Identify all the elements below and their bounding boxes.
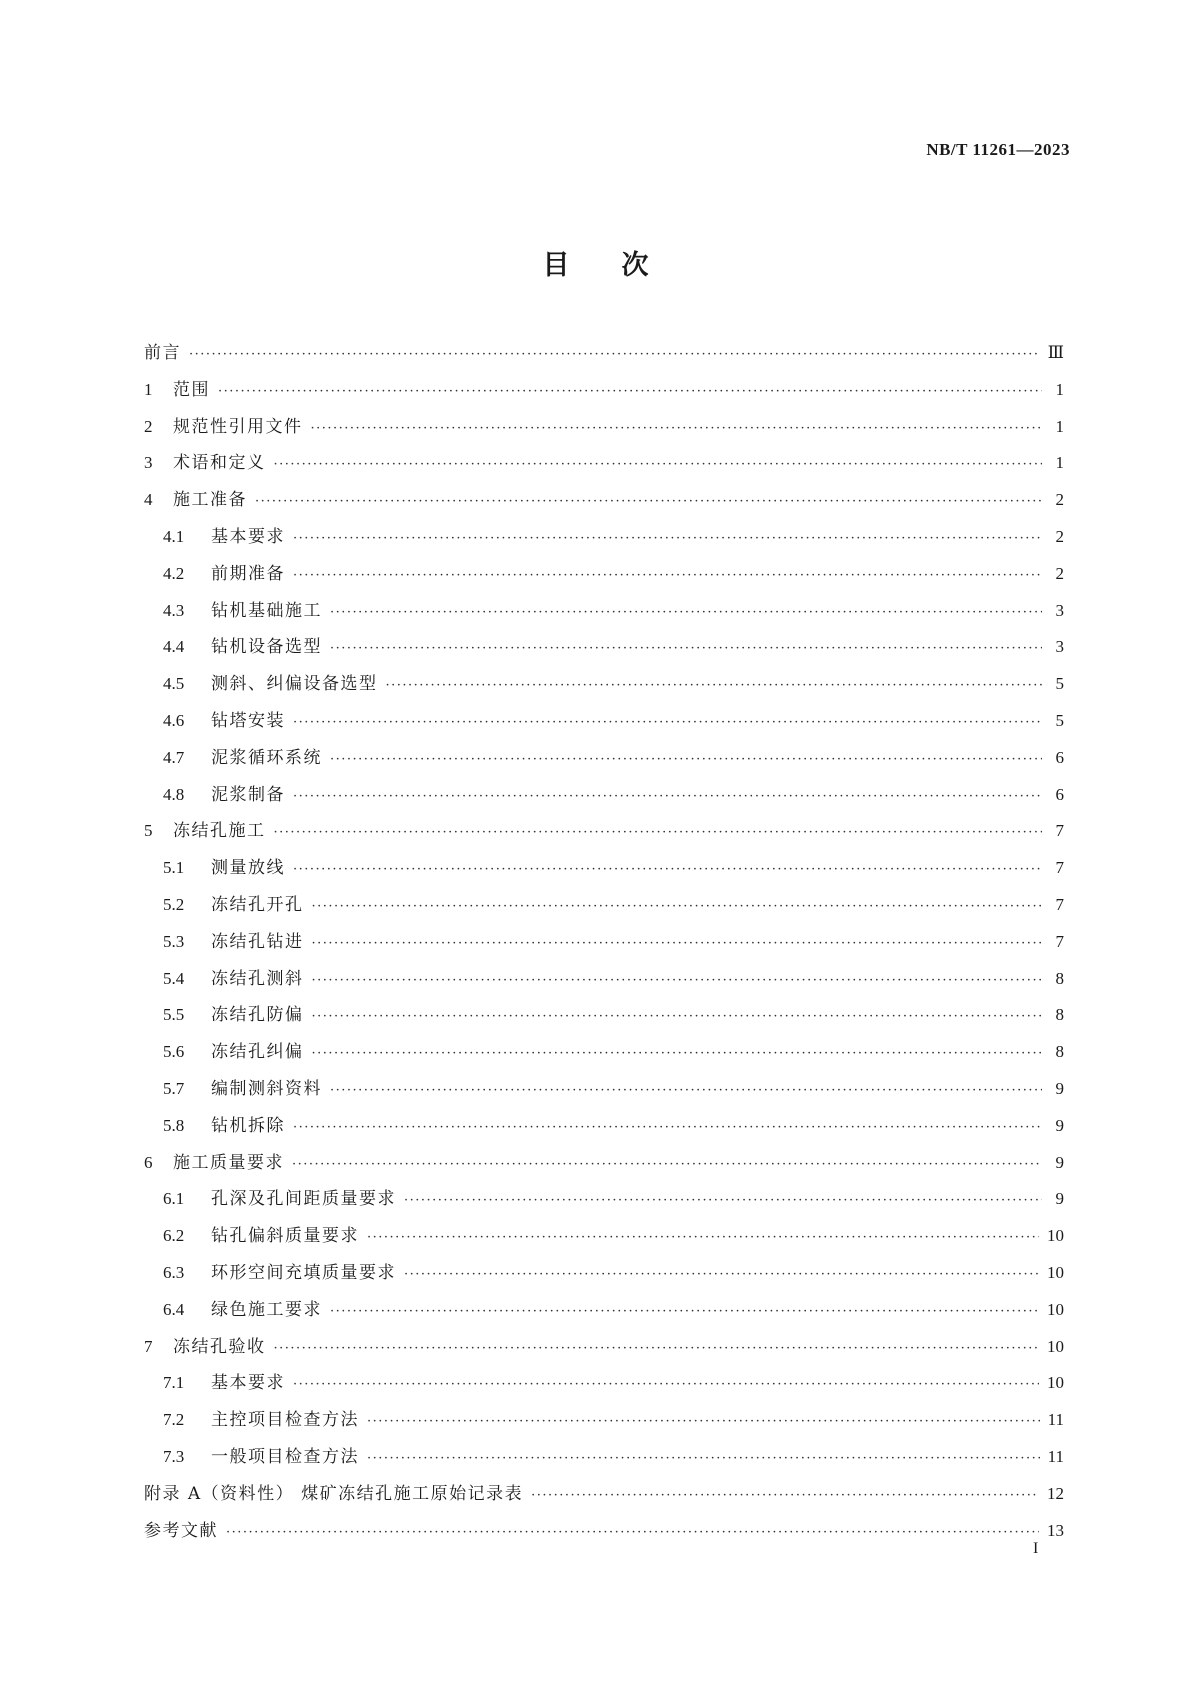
toc-entry-page: 5 xyxy=(1055,710,1064,730)
toc-entry[interactable] xyxy=(144,780,1064,817)
toc-leader-dots xyxy=(330,1083,1042,1098)
toc-entry-label: 编制测斜资料 xyxy=(211,1078,322,1099)
toc-entry-page: 7 xyxy=(1055,931,1064,951)
toc-entry[interactable] xyxy=(144,890,1064,927)
toc-entry-label: 参考文献 xyxy=(144,1520,218,1541)
toc-entry-label: 孔深及孔间距质量要求 xyxy=(211,1189,396,1210)
toc-leader-dots xyxy=(218,384,1042,399)
toc-entry-page: 12 xyxy=(1047,1483,1064,1503)
toc-leader-dots xyxy=(274,825,1043,840)
toc-entry[interactable] xyxy=(144,853,1064,890)
toc-entry[interactable] xyxy=(144,412,1064,449)
toc-entry[interactable] xyxy=(144,1221,1064,1258)
toc-leader-dots xyxy=(330,641,1042,656)
toc-entry-number: 4.8 xyxy=(163,784,185,804)
toc-entry-number: 4.2 xyxy=(163,563,185,583)
toc-entry[interactable] xyxy=(144,927,1064,964)
toc-entry-label: 前言 xyxy=(144,343,181,363)
toc-entry-label: 规范性引用文件 xyxy=(173,416,303,437)
toc-entry[interactable] xyxy=(144,1037,1064,1074)
toc-entry[interactable] xyxy=(144,743,1064,780)
toc-entry-label: 冻结孔钻进 xyxy=(211,931,304,952)
toc-entry-label: 冻结孔防偏 xyxy=(211,1005,304,1026)
toc-entry[interactable] xyxy=(144,375,1064,412)
toc-entry-number: 4.6 xyxy=(163,710,185,730)
toc-entry-page: 9 xyxy=(1055,1152,1064,1172)
toc-entry-number: 5.1 xyxy=(163,858,185,878)
toc-entry-label: 钻机基础施工 xyxy=(211,600,322,621)
toc-entry-label: 冻结孔测斜 xyxy=(211,968,304,989)
toc-entry-label: 绿色施工要求 xyxy=(211,1299,322,1320)
toc-leader-dots xyxy=(531,1488,1039,1503)
toc-entry[interactable] xyxy=(144,1184,1064,1221)
toc-entry-label: 主控项目检查方法 xyxy=(211,1410,359,1431)
toc-leader-dots xyxy=(274,1341,1040,1356)
toc-leader-dots xyxy=(312,936,1043,951)
toc-entry-label: 术语和定义 xyxy=(173,453,266,474)
toc-entry-label: 冻结孔验收 xyxy=(173,1336,266,1357)
standard-code: NB/T 11261—2023 xyxy=(926,140,1070,159)
toc-entry-number: 6.1 xyxy=(163,1189,185,1209)
toc-entry-number: 4.7 xyxy=(163,747,185,767)
toc-entry-number: 5.4 xyxy=(163,968,185,988)
toc-entry-number: 7.1 xyxy=(163,1373,185,1393)
toc-entry[interactable] xyxy=(144,1368,1064,1405)
toc-entry[interactable] xyxy=(144,338,1064,375)
toc-entry-number: 6.3 xyxy=(163,1262,185,1282)
toc-entry-number: 5.8 xyxy=(163,1115,185,1135)
toc-leader-dots xyxy=(292,1157,1042,1172)
toc-leader-dots xyxy=(274,457,1043,472)
toc-entry-number: 7 xyxy=(144,1336,153,1356)
toc-entry[interactable] xyxy=(144,1258,1064,1295)
toc-leader-dots xyxy=(293,715,1042,730)
toc-entry-number: 4.5 xyxy=(163,674,185,694)
toc-entry-page: 13 xyxy=(1047,1520,1064,1540)
toc-entry[interactable] xyxy=(144,1332,1064,1369)
toc-entry[interactable] xyxy=(144,522,1064,559)
toc-entry-label: 测量放线 xyxy=(211,858,285,879)
toc-entry-label: 泥浆循环系统 xyxy=(211,747,322,768)
toc-entry-label: 冻结孔开孔 xyxy=(211,894,304,915)
toc-entry-number: 5.7 xyxy=(163,1078,185,1098)
toc-entry[interactable] xyxy=(144,1074,1064,1111)
toc-entry-number: 4.4 xyxy=(163,637,185,657)
toc-entry-number: 5 xyxy=(144,821,153,841)
toc-entry[interactable] xyxy=(144,1516,1064,1553)
toc-entry-label: 冻结孔纠偏 xyxy=(211,1042,304,1063)
toc-entry[interactable] xyxy=(144,1148,1064,1185)
toc-entry[interactable] xyxy=(144,596,1064,633)
table-of-contents xyxy=(144,338,1064,1552)
toc-entry-label: 钻塔安装 xyxy=(211,710,285,731)
toc-leader-dots xyxy=(293,1377,1039,1392)
toc-entry-page: 10 xyxy=(1047,1373,1064,1393)
toc-entry-label: 泥浆制备 xyxy=(211,784,285,805)
toc-leader-dots xyxy=(293,789,1042,804)
toc-leader-dots xyxy=(330,752,1042,767)
toc-entry-page: 7 xyxy=(1055,821,1064,841)
toc-entry-number: 5.2 xyxy=(163,894,185,914)
toc-entry-page: 10 xyxy=(1047,1226,1064,1246)
toc-entry-label: 基本要求 xyxy=(211,526,285,547)
toc-leader-dots xyxy=(293,568,1042,583)
toc-entry-number: 7.2 xyxy=(163,1410,185,1430)
toc-entry-number: 6.2 xyxy=(163,1226,185,1246)
toc-entry-page: 2 xyxy=(1055,526,1064,546)
toc-leader-dots xyxy=(312,1046,1043,1061)
toc-entry-page: 7 xyxy=(1055,894,1064,914)
toc-entry-number: 6.4 xyxy=(163,1299,185,1319)
toc-entry-number: 5.5 xyxy=(163,1005,185,1025)
toc-entry-label: 钻机拆除 xyxy=(211,1115,285,1136)
toc-entry-number: 4 xyxy=(144,490,153,510)
toc-leader-dots xyxy=(312,973,1043,988)
toc-leader-dots xyxy=(312,899,1043,914)
toc-entry[interactable] xyxy=(144,669,1064,706)
toc-entry-label: 钻机设备选型 xyxy=(211,637,322,658)
toc-entry-page: 9 xyxy=(1055,1115,1064,1135)
toc-entry-number: 4.3 xyxy=(163,600,185,620)
toc-leader-dots xyxy=(404,1193,1042,1208)
toc-entry-label: 附录 A（资料性） 煤矿冻结孔施工原始记录表 xyxy=(144,1483,524,1504)
toc-leader-dots xyxy=(330,1304,1039,1319)
toc-entry-label: 一般项目检查方法 xyxy=(211,1446,359,1467)
toc-entry-page: 10 xyxy=(1047,1262,1064,1282)
toc-entry-label: 前期准备 xyxy=(211,563,285,584)
toc-entry-label: 环形空间充填质量要求 xyxy=(211,1262,396,1283)
toc-entry-page: 2 xyxy=(1055,563,1064,583)
toc-entry-page: 11 xyxy=(1047,1410,1064,1430)
toc-entry-page: 11 xyxy=(1047,1446,1064,1466)
toc-entry-page: 10 xyxy=(1047,1336,1064,1356)
toc-entry-page: 9 xyxy=(1055,1078,1064,1098)
toc-entry-page: 3 xyxy=(1055,637,1064,657)
toc-leader-dots xyxy=(367,1451,1040,1466)
toc-entry-page: 5 xyxy=(1055,674,1064,694)
toc-entry-page: 9 xyxy=(1055,1189,1064,1209)
toc-entry-number: 5.3 xyxy=(163,931,185,951)
toc-entry-label: 测斜、纠偏设备选型 xyxy=(211,674,378,695)
toc-entry-label: 基本要求 xyxy=(211,1373,285,1394)
toc-entry-page: 6 xyxy=(1055,784,1064,804)
toc-entry[interactable] xyxy=(144,1442,1064,1479)
toc-entry-page: 8 xyxy=(1055,968,1064,988)
toc-leader-dots xyxy=(189,347,1040,362)
toc-entry-number: 3 xyxy=(144,453,153,473)
toc-entry-label: 冻结孔施工 xyxy=(173,821,266,842)
toc-entry-number: 6 xyxy=(144,1152,153,1172)
toc-leader-dots xyxy=(367,1230,1039,1245)
toc-leader-dots xyxy=(330,605,1042,620)
toc-entry[interactable] xyxy=(144,1000,1064,1037)
toc-leader-dots xyxy=(293,1120,1042,1135)
toc-entry-page: 7 xyxy=(1055,858,1064,878)
toc-entry[interactable] xyxy=(144,559,1064,596)
toc-entry-page: 1 xyxy=(1055,453,1064,473)
toc-entry-number: 7.3 xyxy=(163,1446,185,1466)
toc-entry-page: 10 xyxy=(1047,1299,1064,1319)
toc-entry[interactable] xyxy=(144,706,1064,743)
toc-leader-dots xyxy=(312,1009,1043,1024)
toc-leader-dots xyxy=(226,1525,1039,1540)
toc-entry-page: Ⅲ xyxy=(1047,343,1064,362)
toc-entry-page: 6 xyxy=(1055,747,1064,767)
toc-entry-number: 5.6 xyxy=(163,1042,185,1062)
toc-leader-dots xyxy=(293,531,1042,546)
toc-entry[interactable] xyxy=(144,632,1064,669)
toc-entry-page: 3 xyxy=(1055,600,1064,620)
toc-leader-dots xyxy=(255,494,1042,509)
toc-entry-number: 2 xyxy=(144,416,153,436)
toc-leader-dots xyxy=(311,421,1043,436)
toc-entry-number: 4.1 xyxy=(163,526,185,546)
toc-entry[interactable] xyxy=(144,816,1064,853)
toc-entry[interactable] xyxy=(144,1295,1064,1332)
toc-entry[interactable] xyxy=(144,1405,1064,1442)
toc-entry-label: 施工准备 xyxy=(173,490,247,511)
toc-entry-label: 范围 xyxy=(173,379,210,400)
page-number: I xyxy=(1033,1540,1039,1557)
toc-entry-page: 8 xyxy=(1055,1005,1064,1025)
toc-entry[interactable] xyxy=(144,1479,1064,1516)
toc-entry-number: 1 xyxy=(144,379,153,399)
toc-entry-label: 钻孔偏斜质量要求 xyxy=(211,1226,359,1247)
toc-leader-dots xyxy=(367,1414,1040,1429)
toc-entry[interactable] xyxy=(144,448,1064,485)
toc-entry-page: 8 xyxy=(1055,1042,1064,1062)
toc-leader-dots xyxy=(404,1267,1039,1282)
toc-leader-dots xyxy=(293,862,1042,877)
toc-entry[interactable] xyxy=(144,485,1064,522)
toc-entry-page: 1 xyxy=(1055,379,1064,399)
toc-leader-dots xyxy=(386,678,1043,693)
toc-entry-page: 1 xyxy=(1055,416,1064,436)
toc-entry[interactable] xyxy=(144,964,1064,1001)
toc-entry-page: 2 xyxy=(1055,490,1064,510)
page-title: 目次 xyxy=(542,250,701,281)
toc-entry[interactable] xyxy=(144,1111,1064,1148)
toc-entry-label: 施工质量要求 xyxy=(173,1152,284,1173)
